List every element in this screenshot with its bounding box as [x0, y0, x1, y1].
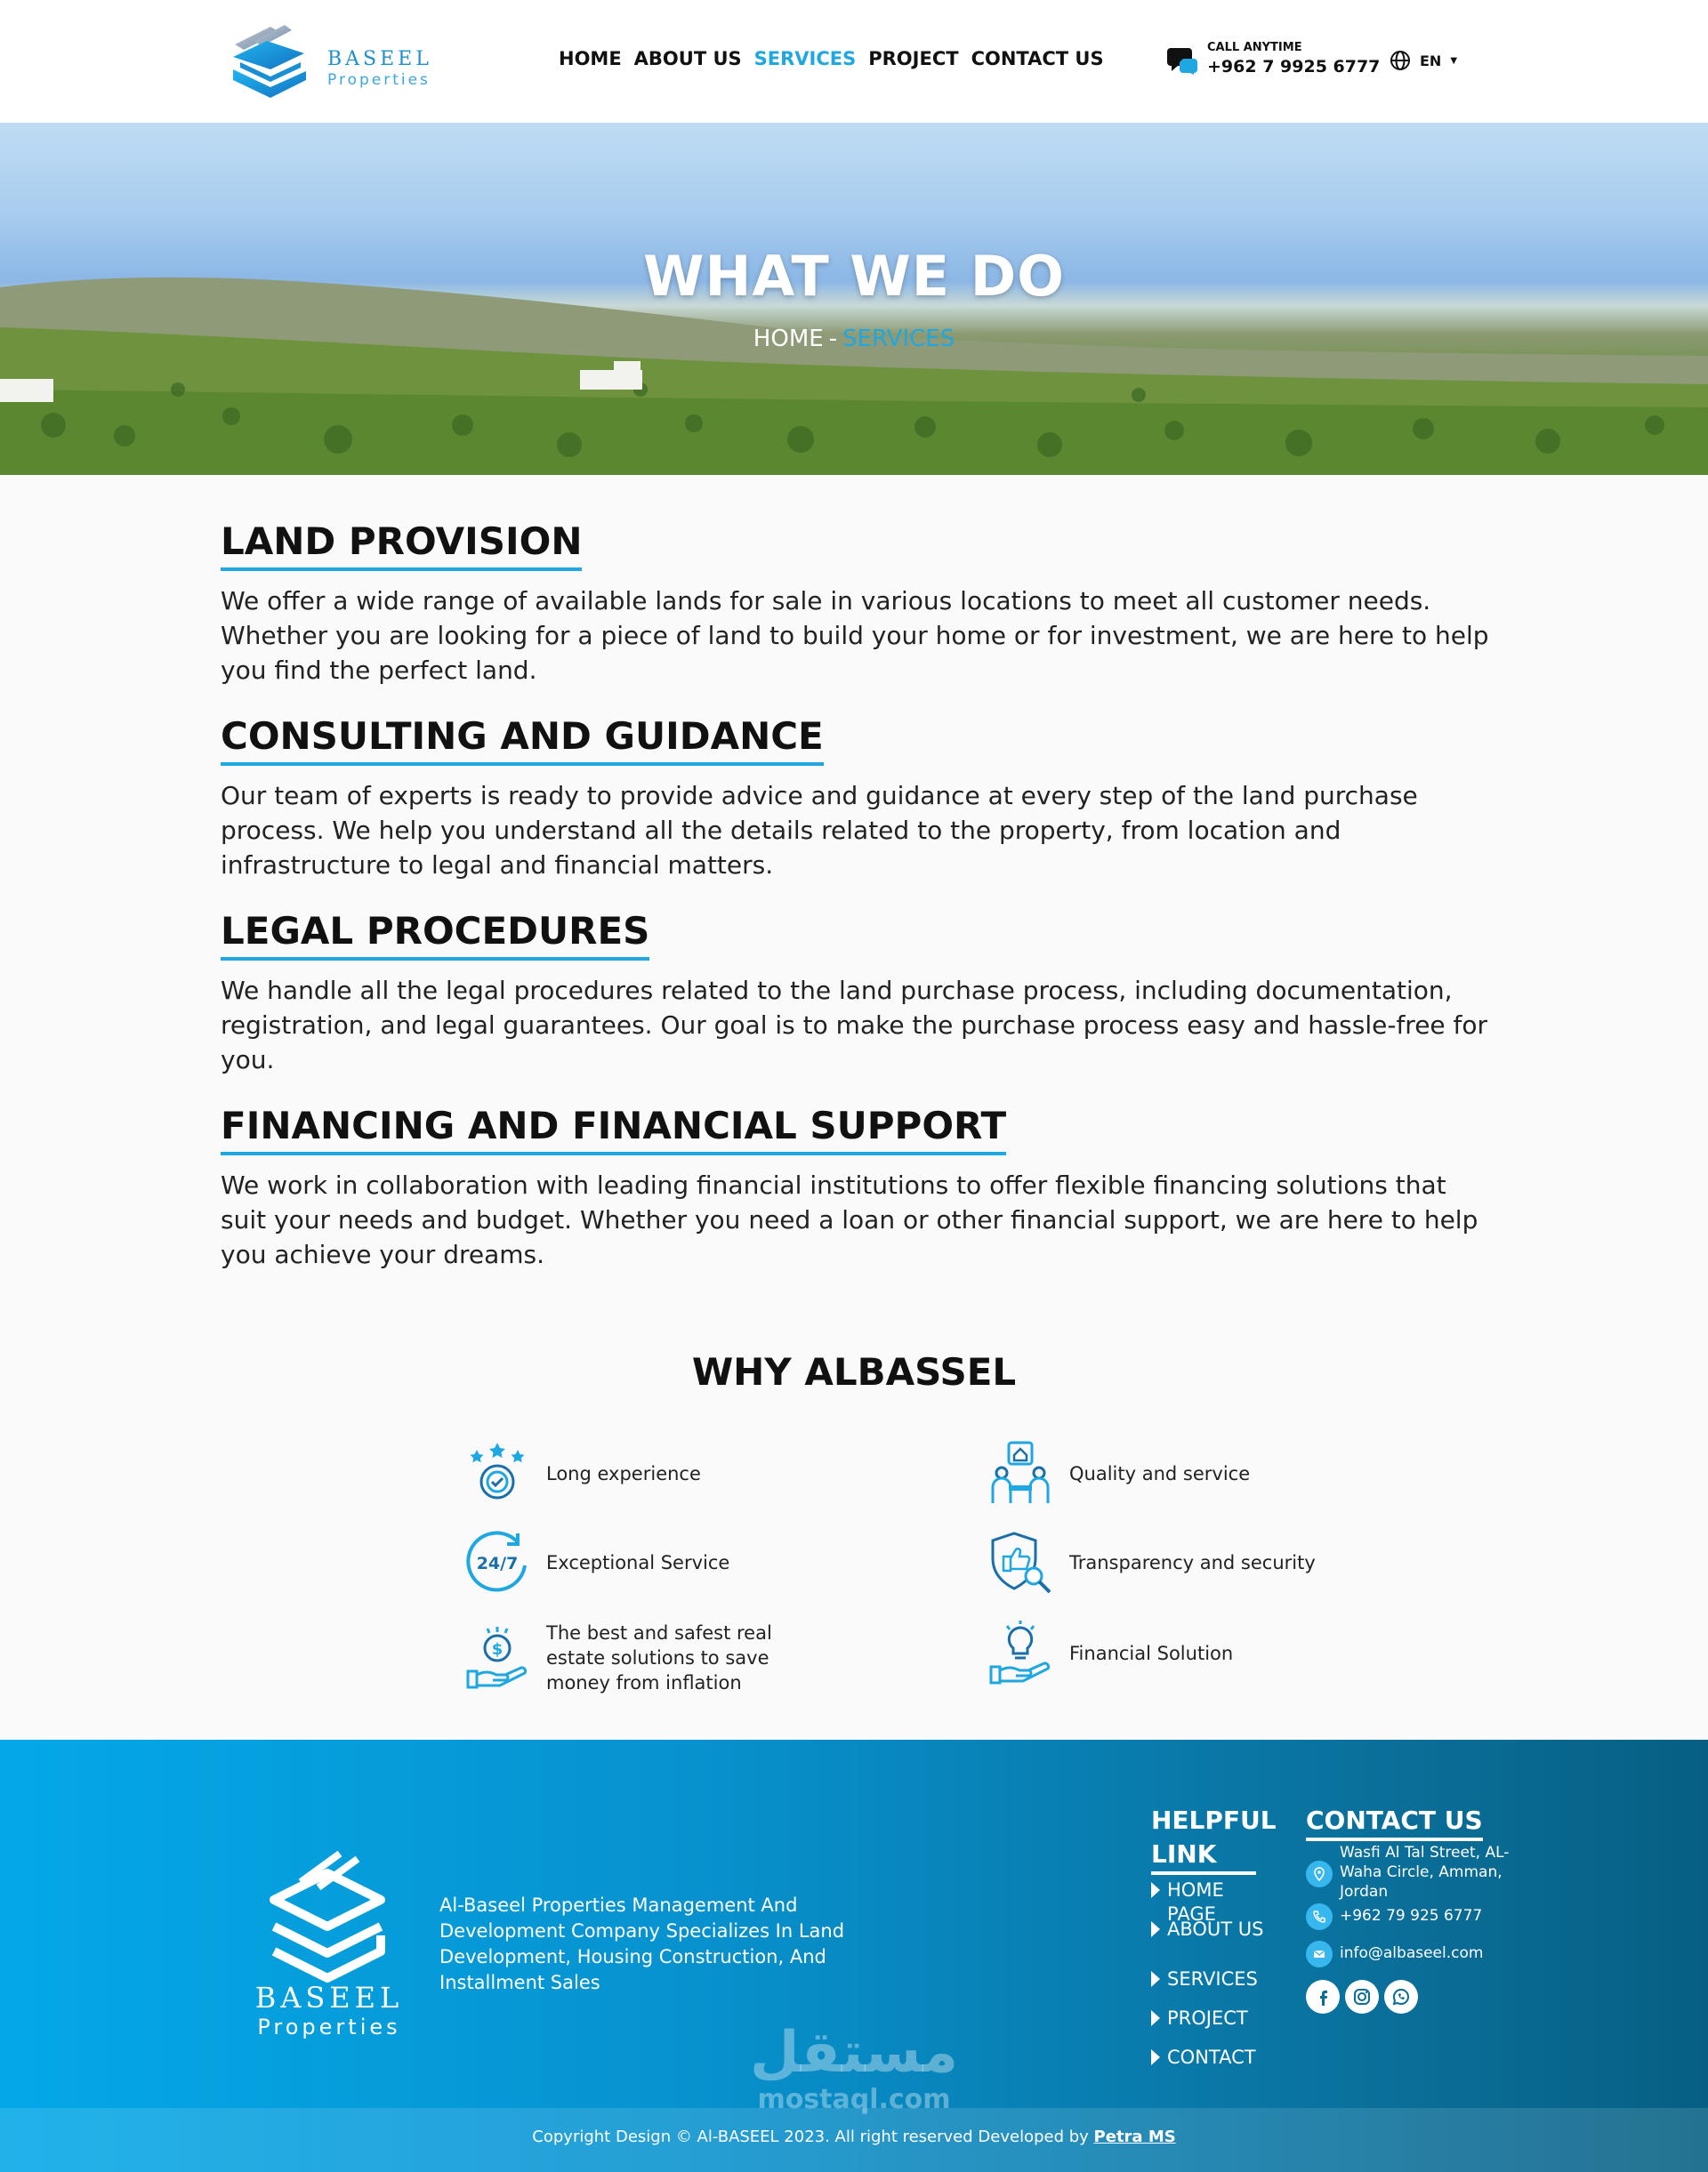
service-text: We offer a wide range of available lands for sale in various locations to meet all customer needs. Whether you are looking for a piece of land to build your home or for investment, we are here to help you find the perfect land.	[221, 586, 1489, 685]
facebook-icon[interactable]	[1306, 1980, 1340, 2014]
why-item-quality	[987, 1441, 1250, 1507]
why-item-label: Transparency and security	[1069, 1552, 1316, 1573]
meeting-house-icon	[987, 1441, 1053, 1507]
footer-link-label: HOME PAGE	[1167, 1879, 1224, 1925]
footer-brand-name: BASEEL	[254, 1981, 404, 2015]
svg-text:$: $	[491, 1640, 504, 1659]
award-medal-icon	[464, 1441, 530, 1507]
triangle-right-icon	[1151, 2049, 1160, 2065]
footer-contact-title: CONTACT US	[1306, 1804, 1483, 1841]
copyright-text: Copyright Design © Al-BASEEL 2023. All right reserved Developed by	[532, 2128, 1089, 2146]
logo-text	[327, 48, 432, 89]
triangle-right-icon	[1151, 2010, 1160, 2026]
footer-link-services[interactable]	[1151, 1967, 1267, 2007]
breadcrumb-separator: -	[828, 326, 838, 352]
call-label: CALL ANYTIME	[1207, 41, 1302, 54]
nav-contact-us[interactable]: CONTACT US	[971, 48, 1104, 69]
why-item-label: Financial Solution	[1069, 1643, 1234, 1664]
breadcrumb-home[interactable]: HOME	[753, 326, 824, 352]
logo-sub: Properties	[327, 71, 431, 89]
service-title: FINANCING AND FINANCIAL SUPPORT	[221, 1104, 1006, 1155]
hero-title: WHAT WE DO	[643, 244, 1065, 309]
language-label: EN	[1420, 52, 1442, 69]
hero-banner	[0, 123, 1708, 475]
footer-brand-sub: Properties	[257, 2015, 401, 2039]
service-title: CONSULTING AND GUIDANCE	[221, 714, 824, 766]
footer-link-label: CONTACT	[1167, 2047, 1256, 2068]
footer-phone[interactable]	[1306, 1903, 1482, 1930]
service-text: Our team of experts is ready to provide advice and guidance at every step of the land purchase process. We help you understand all the details related to the property, from location and infrastructure to legal and financial matters.	[221, 781, 1418, 880]
chat-bubble-icon	[1167, 46, 1197, 75]
footer-link-label: PROJECT	[1167, 2007, 1248, 2029]
service-legal	[221, 909, 1493, 1077]
svg-text:24/7: 24/7	[476, 1554, 519, 1573]
shield-search-icon	[987, 1530, 1053, 1596]
call-number[interactable]: +962 7 9925 6777	[1207, 57, 1381, 76]
service-text: We handle all the legal procedures related to the land purchase process, including documentation, registration, and legal guarantees. Our goal is to make the purchase process easy and hassle-free for you.	[221, 976, 1488, 1074]
call-anytime[interactable]	[1167, 37, 1381, 82]
why-title: WHY ALBASSEL	[691, 1350, 1017, 1394]
watermark-arabic: مستقل	[749, 2020, 959, 2086]
developer-link[interactable]: Petra MS	[1093, 2128, 1176, 2146]
footer-link-about[interactable]	[1151, 1918, 1267, 1957]
globe-icon	[1390, 50, 1411, 71]
breadcrumb-current: SERVICES	[842, 326, 955, 352]
watermark	[747, 2021, 961, 2115]
footer-about-text: Al-Baseel Properties Management And Development Company Specializes In Land Development, Housing Construction, And Installment Sales	[439, 1894, 845, 1993]
nav-about-us[interactable]: ABOUT US	[633, 48, 742, 69]
triangle-right-icon	[1151, 1882, 1160, 1898]
service-land-provision	[221, 519, 1493, 688]
whatsapp-icon[interactable]	[1384, 1980, 1418, 2014]
location-pin-icon	[1306, 1861, 1333, 1887]
nav-services[interactable]: SERVICES	[753, 48, 857, 69]
footer-phone-text[interactable]: +962 79 925 6777	[1340, 1907, 1483, 1925]
site-header	[0, 0, 1708, 123]
hand-lightbulb-icon	[987, 1621, 1053, 1686]
social-links	[1306, 1980, 1418, 2014]
why-item-label: Exceptional Service	[546, 1552, 730, 1573]
why-item-label: The best and safest real estate solutions to save money from inflation	[546, 1622, 772, 1693]
main-nav	[559, 48, 1104, 69]
footer-brand	[240, 1982, 418, 2040]
why-item-financial-solution	[987, 1621, 1233, 1686]
copyright	[0, 2128, 1708, 2146]
why-item-transparency	[987, 1530, 1316, 1596]
24-7-icon	[464, 1530, 530, 1596]
footer-link-home[interactable]	[1151, 1878, 1267, 1925]
footer-link-label: ABOUT US	[1167, 1919, 1264, 1940]
footer-link-project[interactable]	[1151, 2007, 1267, 2046]
footer-address-text: Wasfi Al Tal Street, AL-Waha Circle, Amman, Jordan	[1340, 1844, 1510, 1901]
why-item-safest-solutions	[464, 1621, 786, 1695]
language-selector[interactable]	[1390, 50, 1457, 71]
nav-home[interactable]: HOME	[559, 48, 622, 69]
logo-mark-icon	[228, 21, 320, 107]
footer-helpful-title: HELPFUL LINK	[1151, 1804, 1256, 1875]
header-logo[interactable]	[228, 21, 450, 107]
why-item-label: Long experience	[546, 1463, 701, 1484]
service-consulting	[221, 714, 1493, 882]
service-title: LEGAL PROCEDURES	[221, 909, 649, 961]
watermark-latin: mostaql.com	[757, 2084, 951, 2115]
footer-link-label: SERVICES	[1167, 1968, 1258, 1990]
logo-name: BASEEL	[327, 48, 432, 70]
phone-icon	[1306, 1903, 1333, 1930]
email-icon	[1306, 1941, 1333, 1967]
triangle-right-icon	[1151, 1971, 1160, 1987]
footer-links	[1151, 1878, 1267, 2085]
why-item-exceptional-service	[464, 1530, 729, 1596]
services-section	[221, 519, 1493, 1299]
nav-project[interactable]: PROJECT	[868, 48, 959, 69]
footer-link-contact[interactable]	[1151, 2046, 1267, 2085]
footer-address	[1306, 1843, 1519, 1902]
footer-email-text[interactable]: info@albaseel.com	[1340, 1944, 1484, 1962]
chevron-down-icon: ▼	[1450, 55, 1458, 66]
breadcrumb	[0, 326, 1708, 352]
why-item-label: Quality and service	[1069, 1463, 1251, 1484]
footer-email[interactable]	[1306, 1941, 1483, 1967]
service-title: LAND PROVISION	[221, 519, 582, 571]
service-text: We work in collaboration with leading financial institutions to offer flexible financing solutions that suit your needs and budget. Whether you need a loan or other financial support, we are here to help you achieve your dreams.	[221, 1170, 1478, 1269]
why-item-long-experience	[464, 1441, 701, 1507]
hand-coin-icon	[464, 1625, 530, 1691]
triangle-right-icon	[1151, 1921, 1160, 1937]
service-financing	[221, 1104, 1493, 1272]
instagram-icon[interactable]	[1345, 1980, 1379, 2014]
